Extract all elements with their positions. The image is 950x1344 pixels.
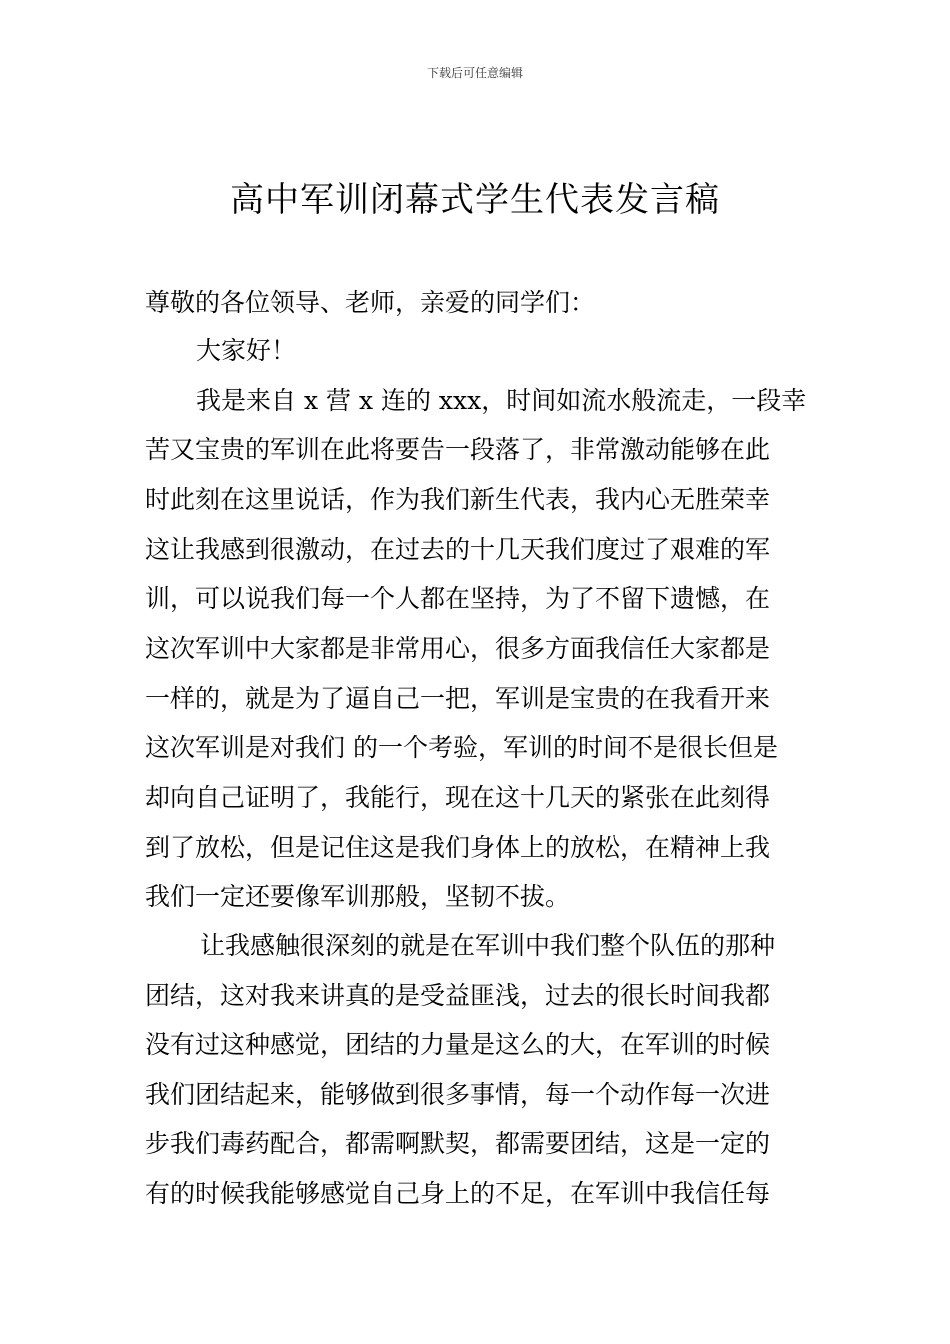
paragraph-line: 一样的，就是为了逼自己一把，军训是宝贵的在我看开来 [145, 684, 771, 713]
greeting: 大家好！ [196, 336, 297, 365]
paragraph-line: 让我感触很深刻的就是在军训中我们整个队伍的那种 [200, 931, 776, 960]
paragraph-line: 到了放松，但是记住这是我们身体上的放松，在精神上我 [145, 833, 771, 862]
paragraph-line: 却向自己证明了，我能行，现在这十几天的紧张在此刻得 [145, 783, 771, 812]
paragraph-line: 这次军训是对我们 的一个考验，军训的时间不是很长但是 [145, 733, 778, 762]
paragraph-line: 我们团结起来，能够做到很多事情，每一个动作每一次进 [145, 1080, 771, 1109]
paragraph-line: 这让我感到很激动，在过去的十几天我们度过了艰难的军 [145, 535, 771, 564]
paragraph-line: 苦又宝贵的军训在此将要告一段落了，非常激动能够在此 [145, 435, 771, 464]
paragraph-line: 团结，这对我来讲真的是受益匪浅，过去的很长时间我都 [145, 981, 771, 1010]
paragraph-line: 没有过这种感觉，团结的力量是这么的大，在军训的时候 [145, 1030, 771, 1059]
paragraph-line: 步我们毒药配合，都需啊默契，都需要团结，这是一定的 [145, 1129, 771, 1158]
paragraph-line: 训，可以说我们每一个人都在坚持，为了不留下遗憾，在 [145, 584, 771, 613]
paragraph-line: 时此刻在这里说话，作为我们新生代表，我内心无胜荣幸 [145, 485, 771, 514]
paragraph-line: 这次军训中大家都是非常用心，很多方面我信任大家都是 [145, 634, 771, 663]
paragraph-line: 我们一定还要像军训那般，坚韧不拔。 [145, 882, 571, 911]
document-title: 高中军训闭幕式学生代表发言稿 [230, 180, 720, 220]
paragraph-line: 我是来自 x 营 x 连的 xxx，时间如流水般流走，一段幸 [196, 386, 807, 415]
paragraph-line: 有的时候我能够感觉自己身上的不足，在军训中我信任每 [145, 1179, 771, 1208]
salutation: 尊敬的各位领导、老师，亲爱的同学们： [145, 288, 596, 317]
page-header: 下载后可任意编辑 [426, 66, 523, 80]
